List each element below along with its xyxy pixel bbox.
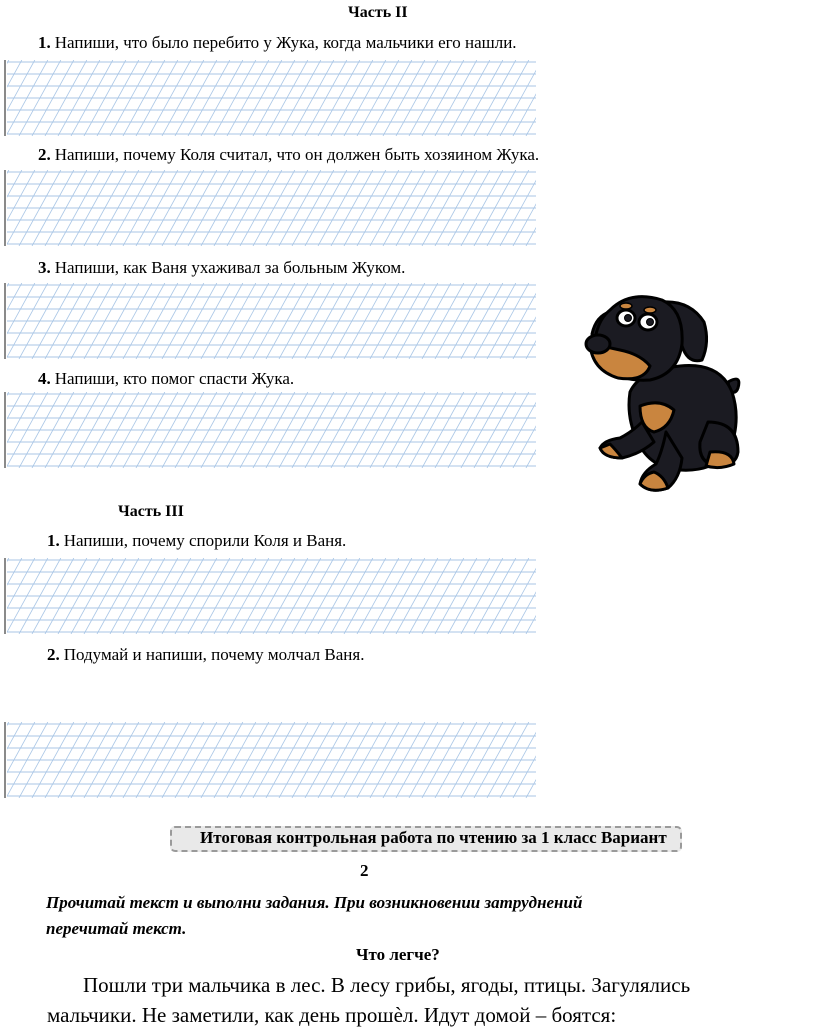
story-text <box>47 970 807 1030</box>
writing-lines[interactable] <box>4 60 536 136</box>
writing-lines[interactable] <box>4 558 536 634</box>
test-banner <box>170 826 740 850</box>
writing-lines[interactable] <box>4 283 536 359</box>
part-2-title: Часть II <box>348 4 408 21</box>
question-2-3 <box>38 258 405 278</box>
question-3-2 <box>47 645 364 665</box>
part-3-title: Часть III <box>118 503 184 520</box>
instruction-line: перечитай текст. <box>46 919 187 938</box>
question-2-1 <box>38 33 517 53</box>
story-line: мальчики. Не заметили, как день прошѐл. Идут домой – боятся: <box>47 1003 617 1027</box>
question-text: Напиши, что было перебито у Жука, когда мальчики его нашли. <box>54 33 517 52</box>
writing-lines[interactable] <box>4 392 536 468</box>
banner-title: Итоговая контрольная работа по чтению за 1 класс Вариант <box>200 828 667 847</box>
question-number: 1. <box>38 33 51 52</box>
ruled-lines <box>4 170 536 246</box>
question-number: 4. <box>38 369 51 388</box>
question-2-4 <box>38 369 294 389</box>
ruled-lines <box>4 722 536 798</box>
writing-lines[interactable] <box>4 170 536 246</box>
question-2-2 <box>38 145 539 165</box>
ruled-lines <box>4 558 536 634</box>
instructions <box>46 890 746 942</box>
question-number: 2. <box>47 645 60 664</box>
dog-illustration <box>570 282 750 498</box>
instruction-line: Прочитай текст и выполни задания. При возникновении затруднений <box>46 893 583 912</box>
question-text: Напиши, как Ваня ухаживал за больным Жуком. <box>54 258 406 277</box>
question-number: 3. <box>38 258 51 277</box>
question-3-1 <box>47 531 346 551</box>
ruled-lines <box>4 60 536 136</box>
ruled-lines <box>4 392 536 468</box>
story-line: Пошли три мальчика в лес. В лесу грибы, ягоды, птицы. Загулялись <box>83 973 691 997</box>
variant-number: 2 <box>360 861 369 880</box>
question-text: Напиши, кто помог спасти Жука. <box>54 369 295 388</box>
question-number: 1. <box>47 531 60 550</box>
question-text: Подумай и напиши, почему молчал Ваня. <box>63 645 365 664</box>
story-title: Что легче? <box>356 945 440 964</box>
ruled-lines <box>4 283 536 359</box>
question-number: 2. <box>38 145 51 164</box>
question-text: Напиши, почему Коля считал, что он должен быть хозяином Жука. <box>54 145 540 164</box>
writing-lines[interactable] <box>4 722 536 798</box>
question-text: Напиши, почему спорили Коля и Ваня. <box>63 531 347 550</box>
